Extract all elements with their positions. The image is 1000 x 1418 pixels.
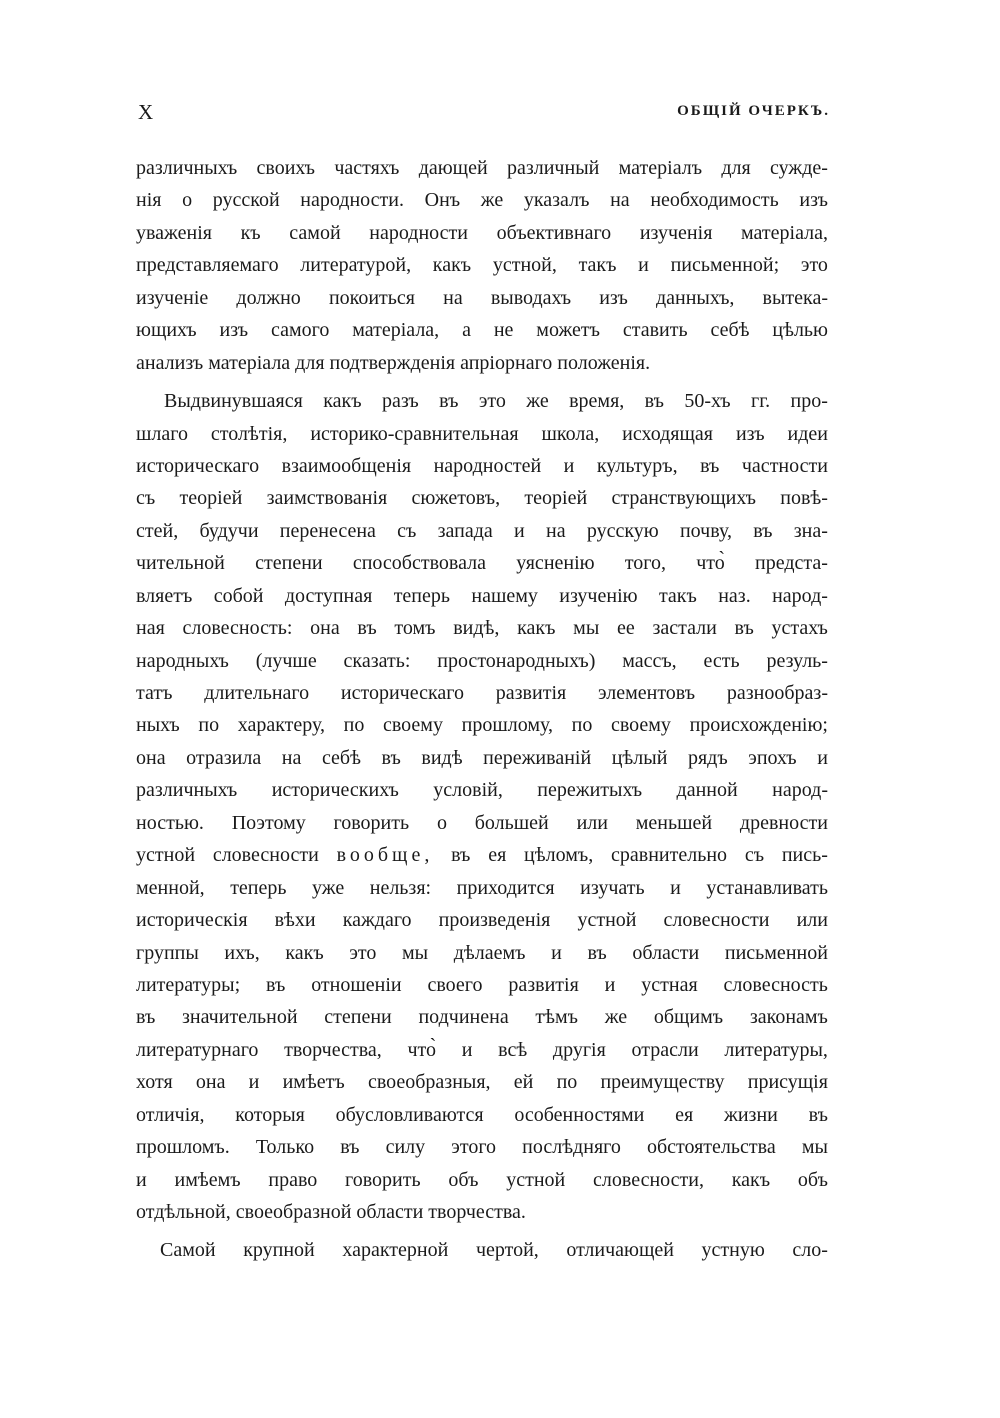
text-line: литературнаго творчества, что̀ и всѣ другія отрасли литературы, xyxy=(136,1038,828,1061)
text-line: хотя она и имѣетъ своеобразныя, ей по преимуществу присущія xyxy=(136,1071,828,1094)
text-line: ная словесность: она въ томъ видѣ, какъ мы ее застали въ устахъ xyxy=(136,617,828,640)
text-line: устной словесности вообще, въ ея цѣломъ, сравнительно съ пись- xyxy=(136,844,828,867)
text-line: различныхъ историческихъ условій, пережитыхъ данной народ- xyxy=(136,779,828,802)
running-title: ОБЩІЙ ОЧЕРКЪ. xyxy=(677,103,830,119)
text-line: уваженія къ самой народности объективнаго изученія матеріала, xyxy=(136,221,828,244)
text-line: стей, будучи перенесена съ запада и на русскую почву, въ зна- xyxy=(136,519,828,542)
text-line: историческія вѣхи каждаго произведенія устной словесности или xyxy=(136,909,828,932)
text-line: различныхъ своихъ частяхъ дающей различный матеріалъ для сужде- xyxy=(136,157,828,179)
text-line: ющихъ изъ самого матеріала, а не можетъ ставить себѣ цѣлью xyxy=(136,319,828,342)
text-line: чительной степени способствовала уясненію того, что̀ предста- xyxy=(136,552,828,575)
text-line: вляетъ собой доступная теперь нашему изученію такъ наз. народ- xyxy=(136,584,828,607)
text-line: менной, теперь уже нельзя: приходится изучать и устанавливать xyxy=(136,876,828,899)
text-line: народныхъ (лучше сказать: простонародныхъ) массъ, есть резуль- xyxy=(136,649,828,672)
text-line: съ теоріей заимствованія сюжетовъ, теоріей странствующихъ повѣ- xyxy=(136,487,828,510)
text-line: шлаго столѣтія, историко-сравнительная школа, исходящая изъ идеи xyxy=(136,422,828,445)
text-line: группы ихъ, какъ это мы дѣлаемъ и въ области письменной xyxy=(136,941,828,964)
text-line: отдѣльной, своеобразной области творчества. xyxy=(136,1201,526,1223)
text-line: анализъ матеріала для подтвержденія апріорнаго положенія. xyxy=(136,351,651,374)
text-line: Выдвинувшаяся какъ разъ въ это же время, въ 50-хъ гг. про- xyxy=(164,390,828,413)
page-header xyxy=(138,100,830,130)
body-text xyxy=(136,152,828,1267)
text-line: и имѣемъ право говорить объ устной словесности, какъ объ xyxy=(136,1168,828,1191)
text-line: она отразила на себѣ въ видѣ переживаній цѣлый рядъ эпохъ и xyxy=(136,746,828,769)
text-line: въ значительной степени подчинена тѣмъ же общимъ законамъ xyxy=(136,1006,828,1029)
text-line: представляемаго литературой, какъ устной, такъ и письменной; это xyxy=(136,254,828,277)
text-line: ностью. Поэтому говорить о большей или меньшей древности xyxy=(136,811,828,834)
text-line: литературы; въ отношеніи своего развитія и устная словесность xyxy=(136,973,828,996)
text-line: отличія, которыя обусловливаются особенностями ея жизни въ xyxy=(136,1103,828,1126)
text-line: прошломъ. Только въ силу этого послѣдняго обстоятельства мы xyxy=(136,1136,828,1159)
text-line: Самой крупной характерной чертой, отличающей устную сло- xyxy=(160,1239,828,1262)
text-line: изученіе должно покоиться на выводахъ изъ данныхъ, вытека- xyxy=(136,286,828,309)
text-line: историческаго взаимообщенія народностей и культуръ, въ частности xyxy=(136,454,828,477)
page-number: X xyxy=(138,100,155,124)
text-line: ныхъ по характеру, по своему прошлому, по своему происхожденію; xyxy=(136,714,828,737)
text-line: нія о русской народности. Онъ же указалъ на необходимость изъ xyxy=(136,189,828,212)
text-line: татъ длительнаго историческаго развитія элементовъ разнообраз- xyxy=(136,682,828,704)
